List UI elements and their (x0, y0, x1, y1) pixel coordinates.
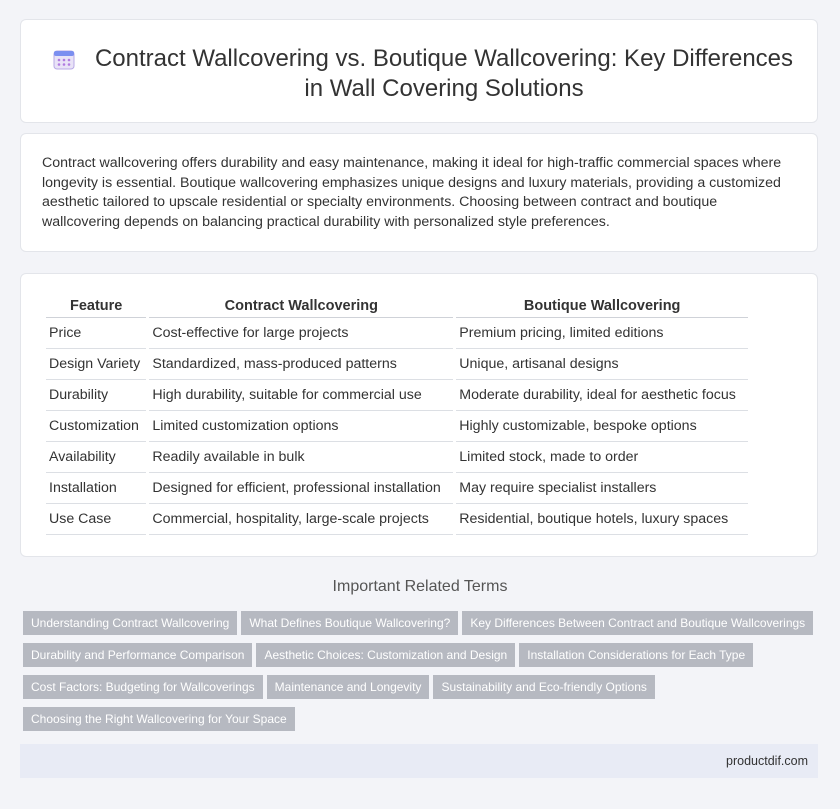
cell-feature: Price (46, 318, 146, 349)
related-term-tag[interactable]: Sustainability and Eco-friendly Options (433, 675, 654, 699)
cell-feature: Design Variety (46, 349, 146, 380)
cell-boutique: May require specialist installers (456, 473, 748, 504)
table-header-row (46, 295, 748, 318)
cell-feature: Use Case (46, 504, 146, 535)
related-term-tag[interactable]: What Defines Boutique Wallcovering? (241, 611, 458, 635)
cell-feature: Installation (46, 473, 146, 504)
cell-contract: Commercial, hospitality, large-scale projects (149, 504, 453, 535)
table-row (46, 318, 748, 349)
cell-boutique: Limited stock, made to order (456, 442, 748, 473)
footer-site: productdif.com (726, 754, 808, 768)
footer (20, 744, 818, 778)
comparison-card (20, 273, 818, 557)
cell-contract: High durability, suitable for commercial use (149, 380, 453, 411)
cell-contract: Readily available in bulk (149, 442, 453, 473)
related-term-tag[interactable]: Durability and Performance Comparison (23, 643, 252, 667)
cell-boutique: Unique, artisanal designs (456, 349, 748, 380)
table-row (46, 504, 748, 535)
related-term-tag[interactable]: Cost Factors: Budgeting for Wallcoverings (23, 675, 263, 699)
cell-contract: Limited customization options (149, 411, 453, 442)
table-row (46, 411, 748, 442)
related-term-tag[interactable]: Key Differences Between Contract and Boutique Wallcoverings (462, 611, 813, 635)
header-card (20, 19, 818, 123)
cell-contract: Standardized, mass-produced patterns (149, 349, 453, 380)
cell-feature: Availability (46, 442, 146, 473)
related-terms-list (23, 611, 823, 739)
column-header-feature: Feature (46, 295, 146, 318)
cell-feature: Durability (46, 380, 146, 411)
related-term-tag[interactable]: Understanding Contract Wallcovering (23, 611, 237, 635)
comparison-table (43, 295, 751, 535)
page-title: Contract Wallcovering vs. Boutique Wallcovering: Key Differences in Wall Covering Solutions (94, 45, 794, 102)
calendar-icon (53, 48, 75, 70)
cell-boutique: Moderate durability, ideal for aesthetic focus (456, 380, 748, 411)
related-term-tag[interactable]: Maintenance and Longevity (267, 675, 430, 699)
cell-feature: Customization (46, 411, 146, 442)
cell-boutique: Highly customizable, bespoke options (456, 411, 748, 442)
table-row (46, 349, 748, 380)
cell-boutique: Premium pricing, limited editions (456, 318, 748, 349)
cell-boutique: Residential, boutique hotels, luxury spaces (456, 504, 748, 535)
related-terms-title: Important Related Terms (332, 578, 508, 595)
cell-contract: Cost-effective for large projects (149, 318, 453, 349)
related-term-tag[interactable]: Installation Considerations for Each Type (519, 643, 753, 667)
table-row (46, 442, 748, 473)
column-header-boutique: Boutique Wallcovering (456, 295, 748, 318)
intro-text: Contract wallcovering offers durability and easy maintenance, making it ideal for high-traffic commercial spaces where longevity is essential. Boutique wallcovering emphasizes unique designs and luxury materials, providing a customized aesthetic tailored to upscale residential or specialty environments. Choosing between contract and boutique wallcovering depends on balancing practical durability with personalized style preferences. (42, 155, 782, 230)
table-row (46, 473, 748, 504)
column-header-contract: Contract Wallcovering (149, 295, 453, 318)
cell-contract: Designed for efficient, professional installation (149, 473, 453, 504)
table-row (46, 380, 748, 411)
intro-card (20, 133, 818, 252)
related-term-tag[interactable]: Aesthetic Choices: Customization and Design (256, 643, 515, 667)
related-term-tag[interactable]: Choosing the Right Wallcovering for Your Space (23, 707, 295, 731)
